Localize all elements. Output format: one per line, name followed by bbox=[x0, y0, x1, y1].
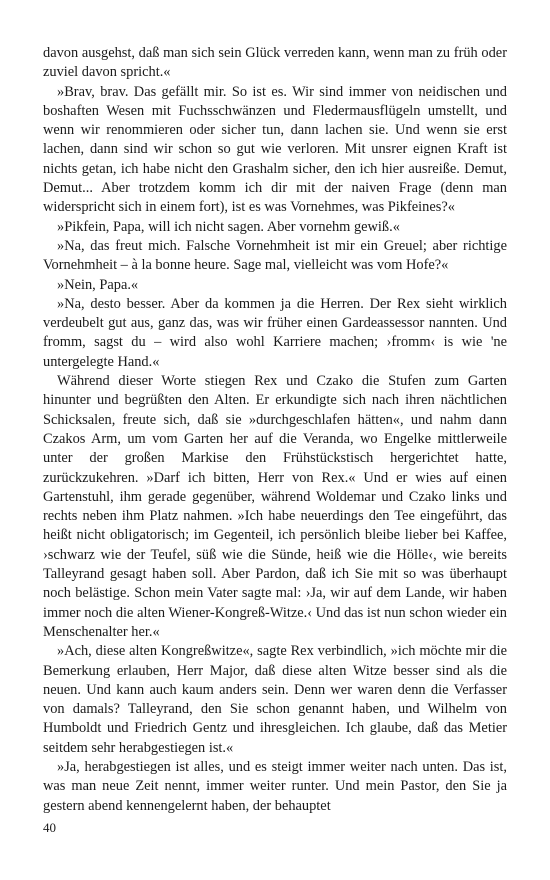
paragraph: Während dieser Worte stiegen Rex und Czako die Stufen zum Garten hinunter und begrüßten den Alten. Er erkundigte sich nach ihren nächtlichen Schicksalen, freute sich, daß sie »durchgeschlafen hätten«, und nahm dann Czakos Arm, um vom Garten her auf die Veranda, wo Engelke mittlerweile unter der großen Markise den Frühstückstisch hergerichtet hatte, zurückzukehren. »Darf ich bitten, Herr von Rex.« Und er wies auf einen Gartenstuhl, ihm gerade gegenüber, während Woldemar und Czako links und rechts neben ihm Platz nahmen. »Ich habe neuerdings den Tee eingeführt, das heißt nicht obligatorisch; im Gegenteil, ich persönlich bleibe lieber bei Kaffee, ›schwarz wie der Teufel, süß wie die Sünde, heiß wie die Hölle‹, wie bereits Talleyrand gesagt haben soll. Aber Pardon, daß ich Sie mit so was überhaupt noch belästige. Schon mein Vater sagte mal: ›Ja, wir auf dem Lande, wir haben immer noch die alten Wiener-Kongreß-Witze.‹ Und das ist nun schon wieder ein Menschenalter her.« bbox=[43, 373, 507, 640]
paragraph: »Nein, Papa.« bbox=[57, 276, 139, 293]
paragraph: »Ach, diese alten Kongreßwitze«, sagte Rex verbindlich, »ich möchte mir die Bemerkung erlauben, Herr Major, daß diese alten Witze besser sind als die neuen. Und kann auch kaum anders sein. Denn wer waren denn die Verfasser von damals? Talleyrand, den Sie schon genannt haben, und Wilhelm von Humboldt und Friedrich Gentz und ihresgleichen. Ich glaube, daß das Metier seitdem sehr herabgestiegen ist.« bbox=[43, 643, 507, 756]
body-text bbox=[43, 44, 507, 816]
page-number: 40 bbox=[43, 820, 56, 835]
paragraph: »Brav, brav. Das gefällt mir. So ist es. Wir sind immer von neidischen und boshaften Wesen mit Fuchsschwänzen und Fledermausflügeln umstellt, und wenn wir renommieren oder sicher tun, dann lachen sie. Und wenn sie erst lachen, dann sind wir schon so gut wie verloren. Mit unsrer eignen Kraft ist nichts getan, ich habe nicht den Grashalm sicher, den ich hier ausreiße. Demut, Demut... Aber trotzdem komm ich dir mit der naiven Frage (denn man widerspricht sich in einem fort), ist es was Vornehmes, was Pikfeines?« bbox=[43, 83, 507, 216]
paragraph: davon ausgehst, daß man sich sein Glück verreden kann, wenn man zu früh oder zuviel davon spricht.« bbox=[43, 45, 507, 81]
paragraph: »Pikfein, Papa, will ich nicht sagen. Aber vornehm gewiß.« bbox=[57, 218, 400, 235]
paragraph: »Ja, herabgestiegen ist alles, und es steigt immer weiter nach unten. Das ist, was man neue Zeit nennt, immer weiter runter. Und mein Pastor, den Sie ja gestern abend kennengelernt haben, der behauptet bbox=[43, 758, 507, 814]
paragraph: »Na, das freut mich. Falsche Vornehmheit ist mir ein Greuel; aber richtige Vornehmheit – à la bonne heure. Sage mal, vielleicht was vom Hofe?« bbox=[43, 237, 507, 274]
paragraph: »Na, desto besser. Aber da kommen ja die Herren. Der Rex sieht wirklich verdeubelt gut aus, ganz das, was wir früher einen Gardeassessor nannten. Und fromm, sagst du – wird also wohl Karriere machen; ›fromm‹ is wie 'ne untergelegte Hand.« bbox=[43, 295, 507, 370]
